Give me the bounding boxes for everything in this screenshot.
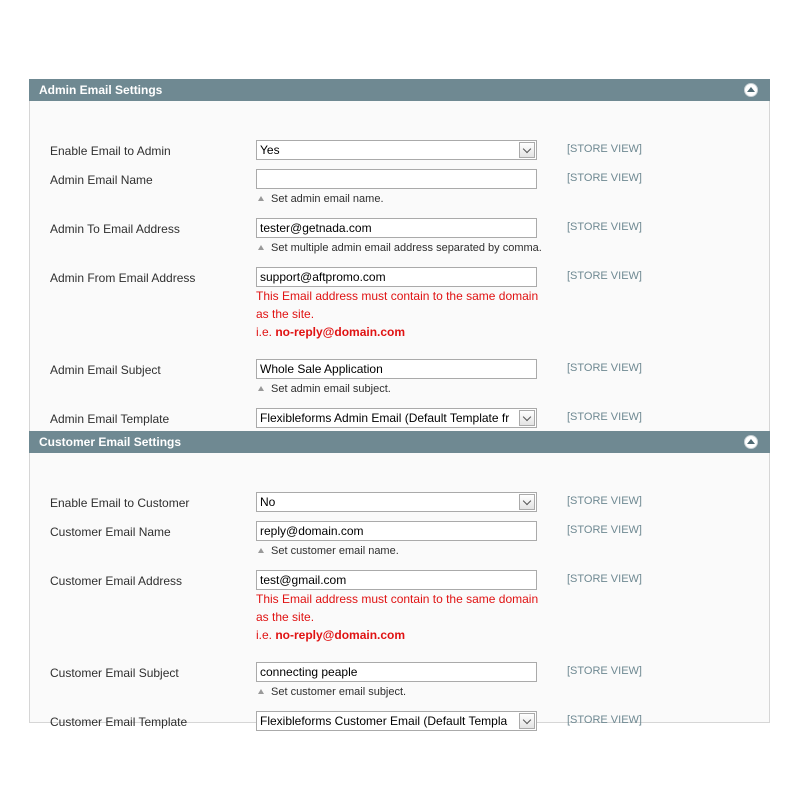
store-view-scope: [STORE VIEW] bbox=[567, 143, 642, 155]
chevron-down-icon[interactable] bbox=[519, 410, 535, 426]
customer-subject-label: Customer Email Subject bbox=[50, 666, 179, 680]
customer-address-label: Customer Email Address bbox=[50, 574, 183, 588]
note-arrow-icon bbox=[258, 548, 264, 553]
enable-customer-value: No bbox=[260, 495, 276, 509]
customer-email-settings-header[interactable] bbox=[29, 431, 770, 453]
store-view-scope: [STORE VIEW] bbox=[567, 495, 642, 507]
admin-template-select[interactable] bbox=[256, 408, 537, 428]
admin-name-input[interactable] bbox=[256, 169, 537, 189]
store-view-scope: [STORE VIEW] bbox=[567, 221, 642, 233]
admin-subject-label: Admin Email Subject bbox=[50, 363, 161, 377]
enable-admin-label: Enable Email to Admin bbox=[50, 144, 171, 158]
admin-template-label: Admin Email Template bbox=[50, 412, 170, 426]
store-view-scope: [STORE VIEW] bbox=[567, 411, 642, 423]
note-arrow-icon bbox=[258, 386, 264, 391]
customer-name-input[interactable]: reply@domain.com bbox=[256, 521, 537, 541]
store-view-scope: [STORE VIEW] bbox=[567, 172, 642, 184]
admin-to-label: Admin To Email Address bbox=[50, 222, 180, 236]
admin-email-settings-section bbox=[29, 79, 770, 441]
chevron-down-icon[interactable] bbox=[519, 494, 535, 510]
store-view-scope: [STORE VIEW] bbox=[567, 524, 642, 536]
enable-customer-select[interactable] bbox=[256, 492, 537, 512]
chevron-down-icon[interactable] bbox=[519, 142, 535, 158]
customer-address-input[interactable]: test@gmail.com bbox=[256, 570, 537, 590]
admin-email-settings-header[interactable] bbox=[29, 79, 770, 101]
store-view-scope: [STORE VIEW] bbox=[567, 665, 642, 677]
customer-section-body bbox=[29, 453, 770, 729]
chevron-down-icon[interactable] bbox=[519, 713, 535, 729]
admin-from-error: This Email address must contain to the same domain as the site. i.e. no-reply@domain.com bbox=[256, 289, 539, 339]
customer-name-note: Set customer email name. bbox=[256, 545, 399, 557]
enable-admin-select[interactable] bbox=[256, 140, 537, 160]
admin-subject-input[interactable]: Whole Sale Application bbox=[256, 359, 537, 379]
note-arrow-icon bbox=[258, 689, 264, 694]
customer-template-label: Customer Email Template bbox=[50, 715, 188, 729]
customer-address-error: This Email address must contain to the same domain as the site. i.e. no-reply@domain.com bbox=[256, 592, 539, 642]
admin-template-value: Flexibleforms Admin Email (Default Template fr bbox=[260, 411, 510, 425]
note-arrow-icon bbox=[258, 245, 264, 250]
customer-template-select[interactable] bbox=[256, 711, 537, 731]
store-view-scope: [STORE VIEW] bbox=[567, 270, 642, 282]
customer-email-settings-section bbox=[29, 431, 770, 729]
admin-subject-note: Set admin email subject. bbox=[256, 383, 391, 395]
store-view-scope: [STORE VIEW] bbox=[567, 573, 642, 585]
admin-section-body bbox=[29, 101, 770, 441]
enable-admin-value: Yes bbox=[260, 143, 280, 157]
admin-from-input[interactable]: support@aftpromo.com bbox=[256, 267, 537, 287]
store-view-scope: [STORE VIEW] bbox=[567, 362, 642, 374]
customer-name-label: Customer Email Name bbox=[50, 525, 171, 539]
store-view-scope: [STORE VIEW] bbox=[567, 714, 642, 726]
collapse-up-icon[interactable] bbox=[744, 435, 758, 449]
enable-customer-label: Enable Email to Customer bbox=[50, 496, 190, 510]
customer-subject-input[interactable]: connecting peaple bbox=[256, 662, 537, 682]
admin-to-note: Set multiple admin email address separated by comma. bbox=[256, 242, 542, 254]
admin-from-label: Admin From Email Address bbox=[50, 271, 196, 285]
customer-section-title: Customer Email Settings bbox=[39, 435, 182, 449]
admin-to-input[interactable]: tester@getnada.com bbox=[256, 218, 537, 238]
admin-section-title: Admin Email Settings bbox=[39, 83, 163, 97]
collapse-up-icon[interactable] bbox=[744, 83, 758, 97]
customer-subject-note: Set customer email subject. bbox=[256, 686, 406, 698]
note-arrow-icon bbox=[258, 196, 264, 201]
customer-template-value: Flexibleforms Customer Email (Default Templa bbox=[260, 714, 508, 728]
admin-name-note: Set admin email name. bbox=[256, 193, 384, 205]
admin-name-label: Admin Email Name bbox=[50, 173, 153, 187]
